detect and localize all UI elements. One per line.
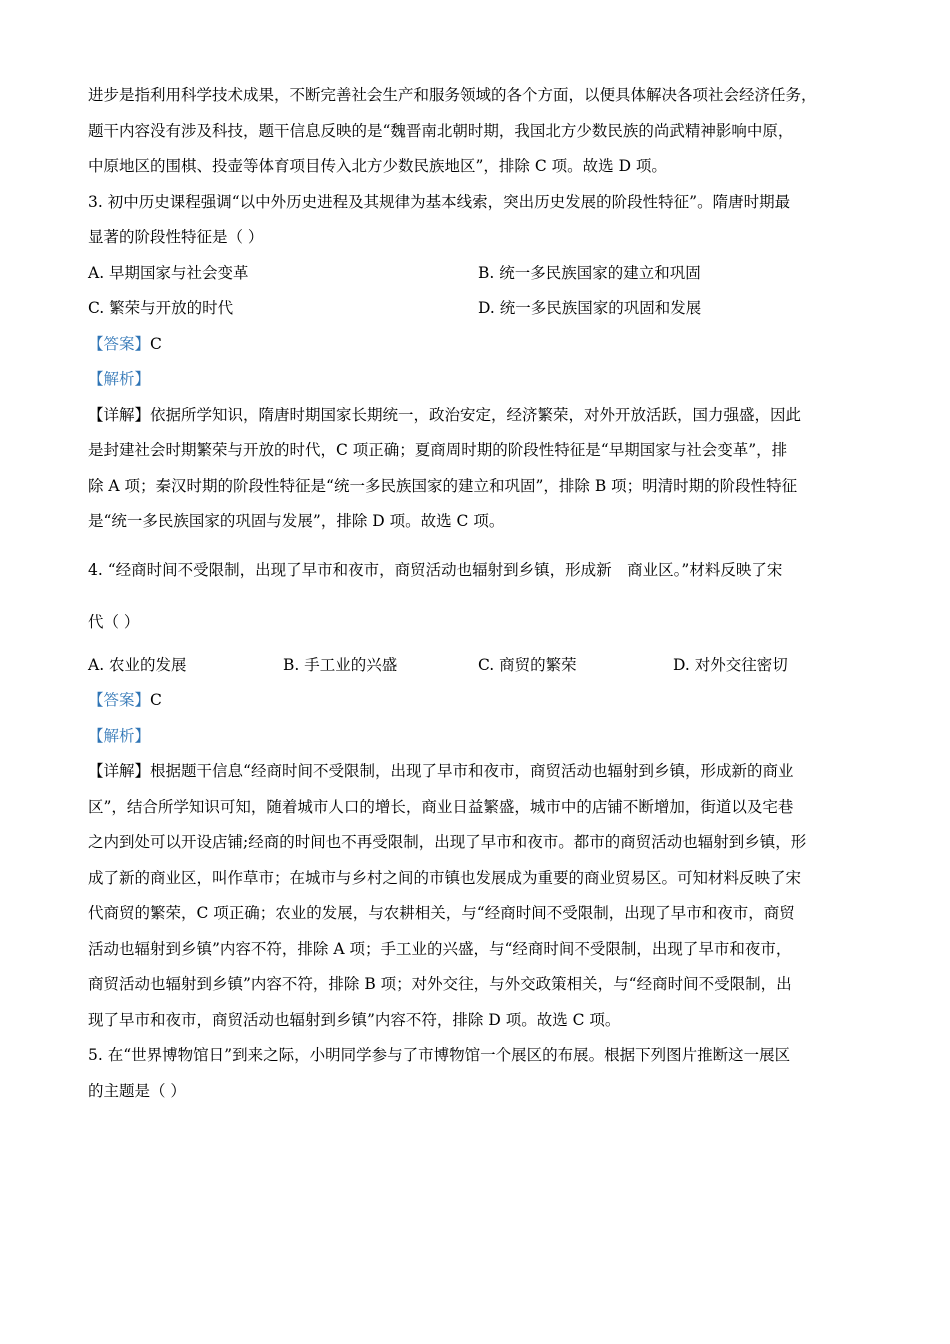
text-line: 现了早市和夜市，商贸活动也辐射到乡镇”内容不符，排除 D 项。故选 C 项。 — [88, 1010, 621, 1029]
option-b: B. 统一多民族国家的建立和巩固 — [478, 263, 701, 282]
question-4 — [88, 544, 868, 1039]
question-stem: 3. 初中历史课程强调“以中外历史进程及其规律为基本线索，突出历史发展的阶段性特征”。隋唐时期最 — [88, 192, 791, 211]
question-5 — [88, 1038, 868, 1109]
q2-analysis-tail — [88, 78, 868, 185]
text-line: 之内到处可以开设店铺;经商的时间也不再受限制，出现了早市和夜市。都市的商贸活动也辐射到乡镇，形 — [88, 833, 807, 851]
question-3 — [88, 185, 868, 540]
text-line: 活动也辐射到乡镇”内容不符，排除 A 项；手工业的兴盛，与“经商时间不受限制，出现了早市和夜市， — [88, 939, 792, 958]
detail-line — [88, 398, 868, 434]
document-body — [88, 78, 868, 1109]
detail-label: 【详解】 — [88, 405, 151, 424]
question-stem: 代（ ） — [88, 612, 140, 631]
option-d: D. 对外交往密切 — [673, 655, 788, 674]
option-d: D. 统一多民族国家的巩固和发展 — [478, 299, 702, 317]
question-stem: 的主题是（ ） — [88, 1081, 186, 1100]
option-a: A. 早期国家与社会变革 — [88, 263, 249, 282]
analysis-line — [88, 362, 868, 398]
text-line: 除 A 项；秦汉时期的阶段性特征是“统一多民族国家的建立和巩固”，排除 B 项；明清时期的阶段性特征 — [88, 476, 798, 495]
question-stem: 显著的阶段性特征是（ ） — [88, 228, 264, 246]
analysis-line — [88, 719, 868, 755]
detail-line — [88, 754, 868, 790]
answer-value: C — [150, 334, 162, 353]
answer-line — [88, 327, 868, 363]
text-line: 是“统一多民族国家的巩固与发展”，排除 D 项。故选 C 项。 — [88, 512, 505, 530]
detail-label: 【详解】 — [88, 762, 151, 780]
analysis-label: 【解析】 — [88, 726, 151, 745]
option-c: C. 繁荣与开放的时代 — [88, 299, 234, 317]
detail-text: 依据所学知识，隋唐时期国家长期统一，政治安定，经济繁荣，对外开放活跃，国力强盛，因此 — [150, 405, 802, 424]
text-line: 代商贸的繁荣，C 项正确；农业的发展，与农耕相关，与“经商时间不受限制，出现了早市和夜市，商贸 — [88, 904, 795, 922]
option-a: A. 农业的发展 — [88, 655, 187, 674]
answer-label: 【答案】 — [88, 334, 151, 353]
text-line: 商贸活动也辐射到乡镇”内容不符，排除 B 项；对外交往，与外交政策相关，与“经商时间不受限制，出 — [88, 975, 792, 993]
detail-text: 根据题干信息“经商时间不受限制，出现了早市和夜市，商贸活动也辐射到乡镇，形成新的商业 — [150, 762, 794, 780]
option-b: B. 手工业的兴盛 — [283, 655, 398, 674]
text-line: 进步是指利用科学技术成果，不断完善社会生产和服务领域的各个方面，以便具体解决各项社会经济任务， — [88, 86, 817, 104]
text-line: 是封建社会时期繁荣与开放的时代，C 项正确；夏商周时期的阶段性特征是“早期国家与社会变革”，排 — [88, 441, 788, 459]
answer-line — [88, 683, 868, 719]
options-row — [88, 256, 868, 292]
question-stem: 4. “经商时间不受限制，出现了早市和夜市，商贸活动也辐射到乡镇，形成新 商业区。”材料反映了宋 — [88, 560, 783, 579]
text-line: 区”，结合所学知识可知，随着城市人口的增长，商业日益繁盛，城市中的店铺不断增加，街道以及宅巷 — [88, 797, 794, 816]
answer-label: 【答案】 — [88, 691, 151, 709]
text-line: 中原地区的围棋、投壶等体育项目传入北方少数民族地区”，排除 C 项。故选 D 项。 — [88, 157, 667, 175]
analysis-label: 【解析】 — [88, 370, 151, 388]
text-line: 成了新的商业区，叫作草市；在城市与乡村之间的市镇也发展成为重要的商业贸易区。可知材料反映了宋 — [88, 868, 802, 887]
options-row — [88, 291, 868, 327]
answer-value: C — [150, 691, 162, 709]
options-row — [88, 648, 868, 684]
option-c: C. 商贸的繁荣 — [478, 655, 577, 674]
question-stem: 5. 在“世界博物馆日”到来之际，小明同学参与了市博物馆一个展区的布展。根据下列图片推断这一展区 — [88, 1046, 791, 1064]
text-line: 题干内容没有涉及科技，题干信息反映的是“魏晋南北朝时期，我国北方少数民族的尚武精神影响中原， — [88, 121, 794, 140]
